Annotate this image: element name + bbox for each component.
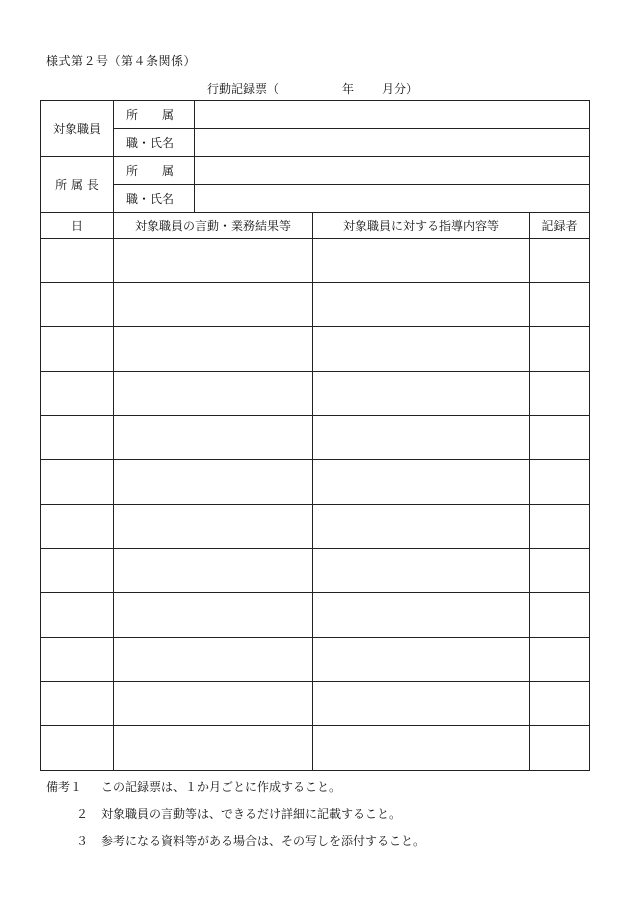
day-cell[interactable]: [41, 505, 114, 549]
behavior-cell[interactable]: [114, 327, 313, 372]
table-row: [41, 416, 590, 460]
behavior-cell[interactable]: [114, 726, 313, 771]
column-header-recorder: 記録者: [530, 213, 590, 239]
guidance-cell[interactable]: [313, 549, 530, 593]
supervisor-name-field[interactable]: [195, 185, 590, 213]
behavior-cell[interactable]: [114, 416, 313, 460]
day-cell[interactable]: [41, 549, 114, 593]
remark-text: この記録票は、１か月ごとに作成すること。: [101, 780, 342, 794]
remark-number: 備考１: [46, 780, 83, 794]
target-name-label: 職・氏名: [114, 129, 195, 157]
guidance-cell[interactable]: [313, 638, 530, 682]
table-row: [41, 460, 590, 505]
behavior-cell[interactable]: [114, 638, 313, 682]
day-cell[interactable]: [41, 327, 114, 372]
table-row: [41, 283, 590, 327]
recorder-cell[interactable]: [530, 726, 590, 771]
target-affiliation-field[interactable]: [195, 101, 590, 129]
table-row: [41, 638, 590, 682]
title-main: 行動記録票（: [207, 82, 280, 96]
behavior-cell[interactable]: [114, 593, 313, 638]
column-header-behavior: 対象職員の言動・業務結果等: [114, 213, 313, 239]
form-number: 様式第２号（第４条関係）: [46, 54, 197, 68]
day-cell[interactable]: [41, 239, 114, 283]
day-cell[interactable]: [41, 726, 114, 771]
table-row: [41, 372, 590, 416]
behavior-cell[interactable]: [114, 239, 313, 283]
remark-number: ３: [76, 834, 89, 848]
recorder-cell[interactable]: [530, 593, 590, 638]
table-row: [41, 505, 590, 549]
guidance-cell[interactable]: [313, 460, 530, 505]
guidance-cell[interactable]: [313, 416, 530, 460]
recorder-cell[interactable]: [530, 682, 590, 726]
recorder-cell[interactable]: [530, 549, 590, 593]
recorder-cell[interactable]: [530, 416, 590, 460]
behavior-cell[interactable]: [114, 549, 313, 593]
behavior-cell[interactable]: [114, 505, 313, 549]
behavior-cell[interactable]: [114, 372, 313, 416]
table-row: [41, 327, 590, 372]
guidance-cell[interactable]: [313, 327, 530, 372]
recorder-cell[interactable]: [530, 327, 590, 372]
day-cell[interactable]: [41, 460, 114, 505]
supervisor-name-label: 職・氏名: [114, 185, 195, 213]
guidance-cell[interactable]: [313, 682, 530, 726]
guidance-cell[interactable]: [313, 239, 530, 283]
recorder-cell[interactable]: [530, 505, 590, 549]
recorder-cell[interactable]: [530, 372, 590, 416]
supervisor-affiliation-label: 所 属: [114, 157, 195, 185]
recorder-cell[interactable]: [530, 638, 590, 682]
guidance-cell[interactable]: [313, 283, 530, 327]
behavior-cell[interactable]: [114, 283, 313, 327]
target-name-field[interactable]: [195, 129, 590, 157]
guidance-cell[interactable]: [313, 726, 530, 771]
supervisor-label: 所 属 長: [41, 157, 114, 213]
remark-text: 参考になる資料等がある場合は、その写しを添付すること。: [101, 834, 426, 848]
day-cell[interactable]: [41, 682, 114, 726]
behavior-cell[interactable]: [114, 460, 313, 505]
day-cell[interactable]: [41, 638, 114, 682]
behavior-cell[interactable]: [114, 682, 313, 726]
recorder-cell[interactable]: [530, 283, 590, 327]
title-year-label: 年: [342, 82, 355, 96]
day-cell[interactable]: [41, 416, 114, 460]
guidance-cell[interactable]: [313, 593, 530, 638]
column-header-guidance: 対象職員に対する指導内容等: [313, 213, 530, 239]
day-cell[interactable]: [41, 593, 114, 638]
table-row: [41, 549, 590, 593]
remark-number: ２: [76, 807, 89, 821]
table-row: [41, 239, 590, 283]
remark-text: 対象職員の言動等は、できるだけ詳細に記載すること。: [101, 807, 402, 821]
column-header-day: 日: [41, 213, 114, 239]
table-row: [41, 726, 590, 771]
recorder-cell[interactable]: [530, 460, 590, 505]
behavior-record-table: [40, 100, 590, 771]
recorder-cell[interactable]: [530, 239, 590, 283]
day-cell[interactable]: [41, 283, 114, 327]
target-staff-label: 対象職員: [41, 101, 114, 157]
day-cell[interactable]: [41, 372, 114, 416]
supervisor-affiliation-field[interactable]: [195, 157, 590, 185]
title-month-label: 月分）: [382, 82, 419, 96]
guidance-cell[interactable]: [313, 505, 530, 549]
table-row: [41, 682, 590, 726]
guidance-cell[interactable]: [313, 372, 530, 416]
target-affiliation-label: 所 属: [114, 101, 195, 129]
table-row: [41, 593, 590, 638]
